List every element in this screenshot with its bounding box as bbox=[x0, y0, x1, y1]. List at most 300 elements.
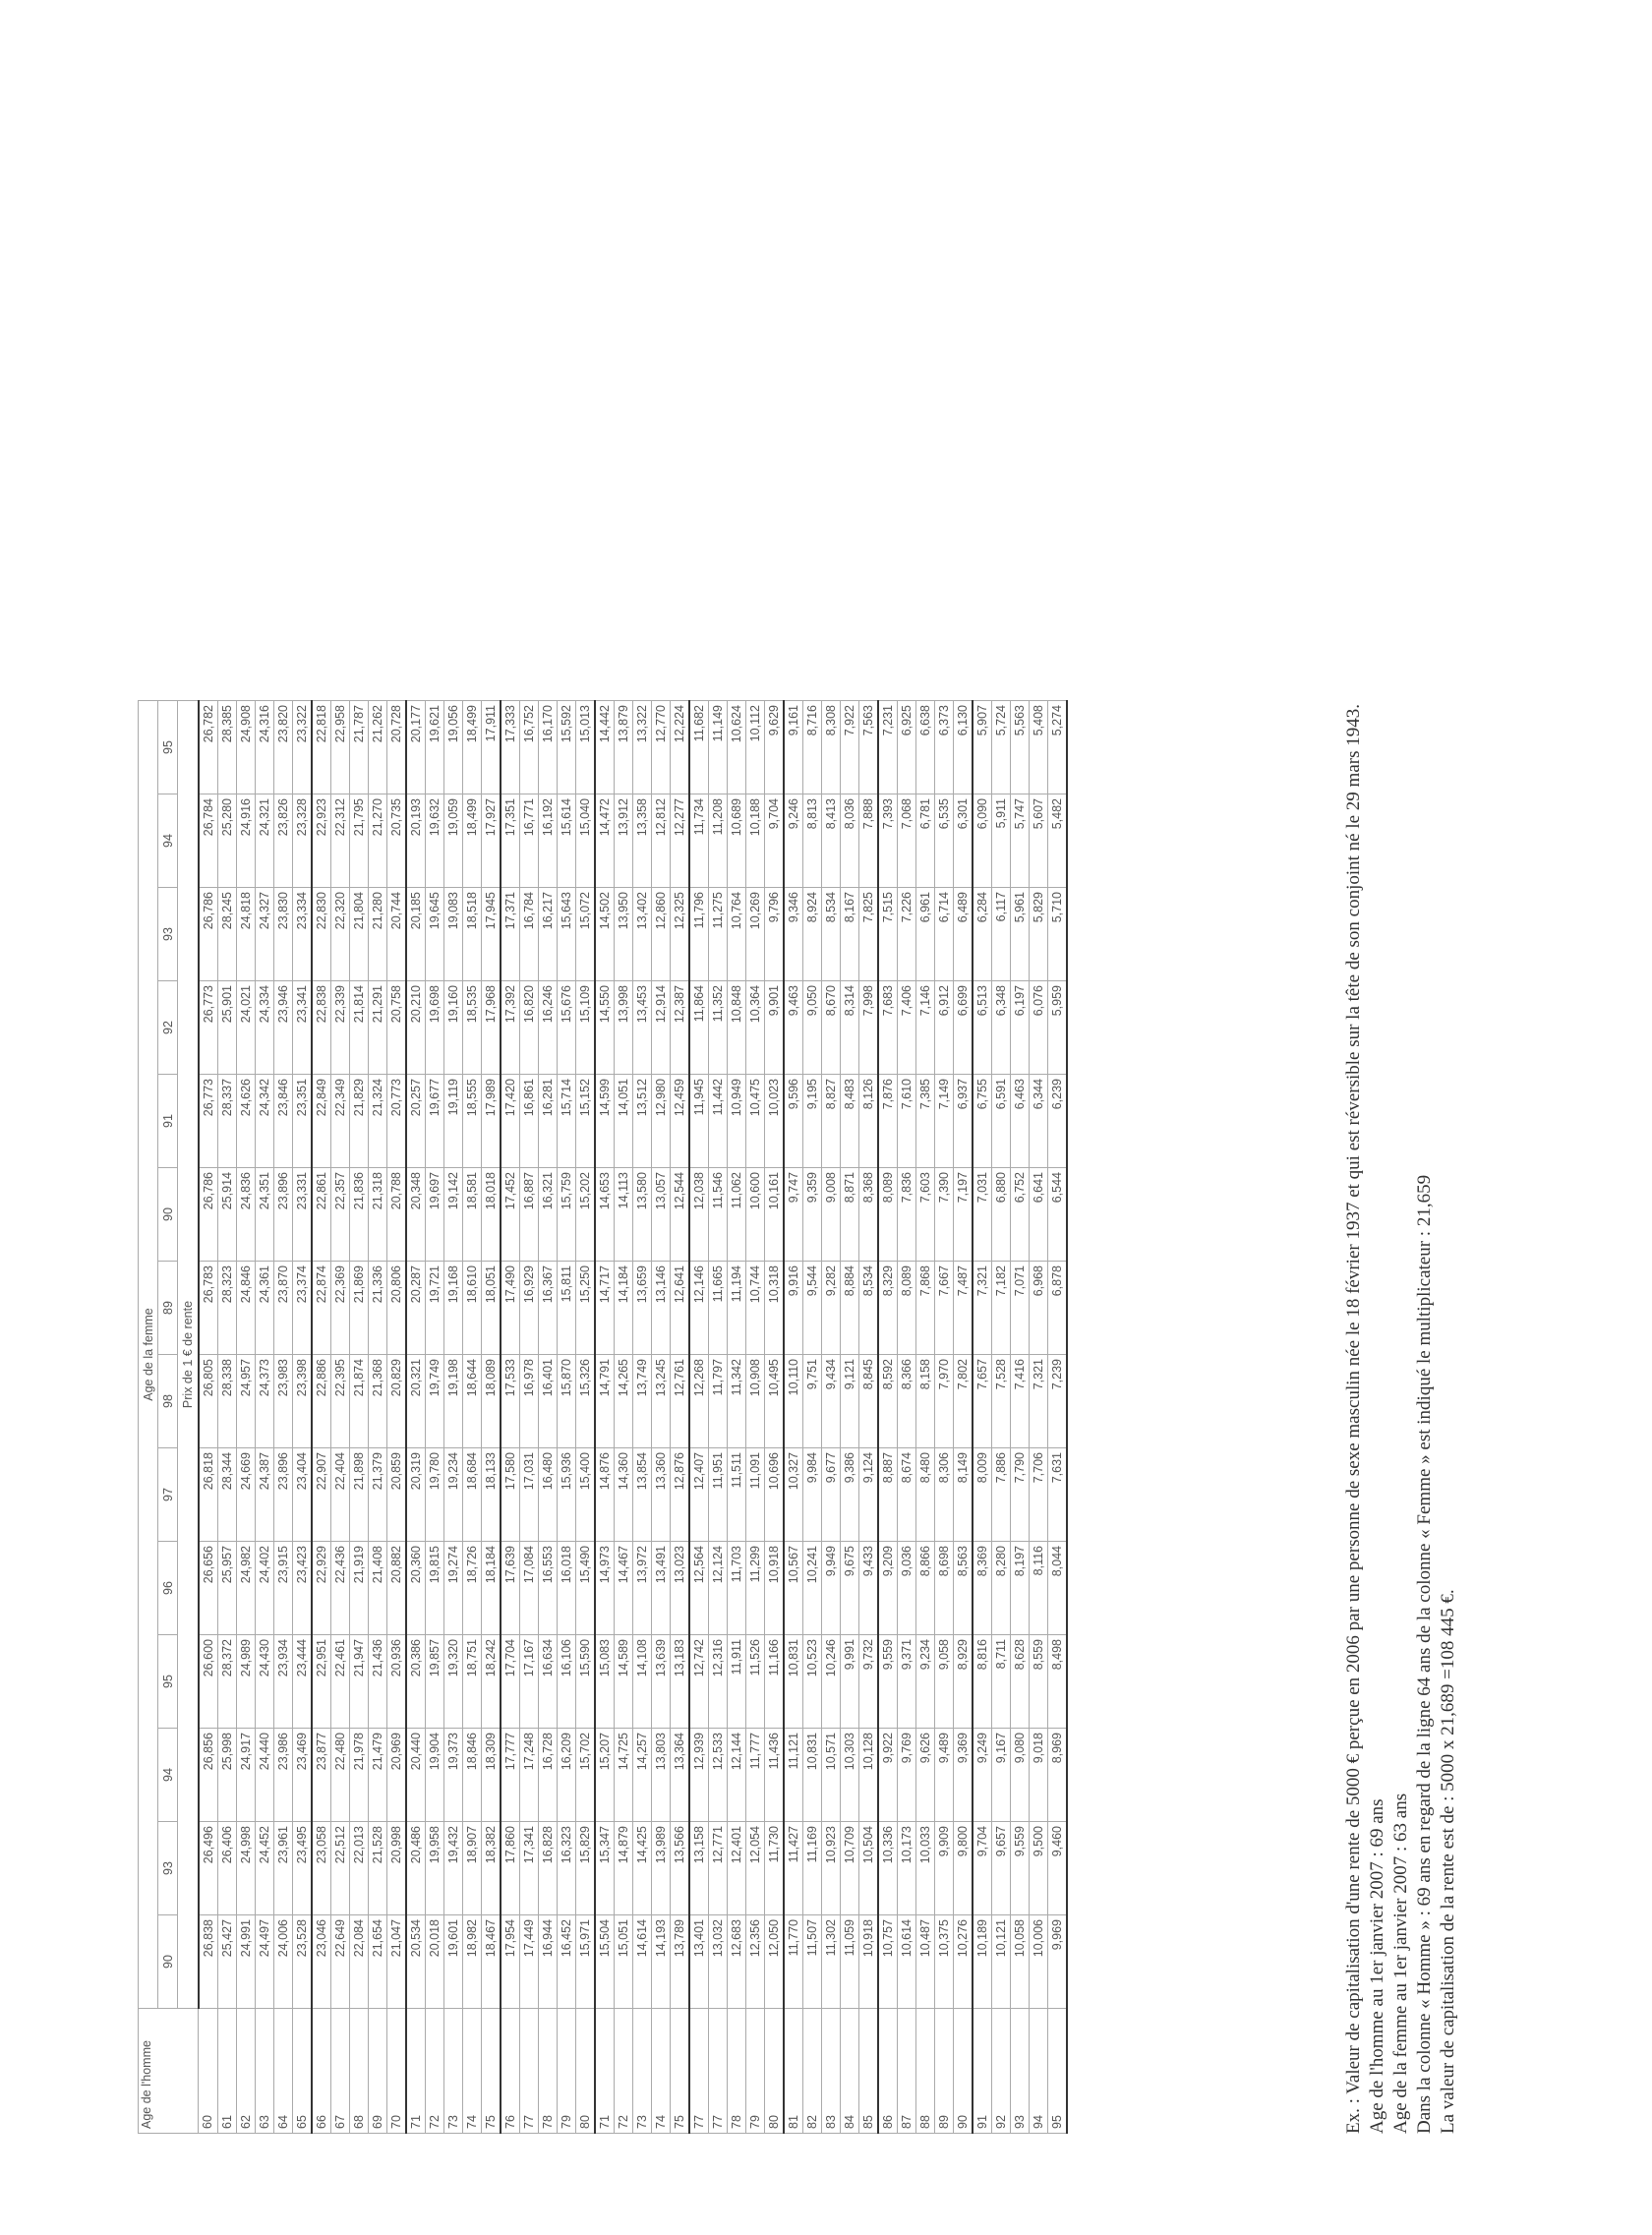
table-cell: 23,046 bbox=[312, 1915, 331, 2009]
table-cell: 8,413 bbox=[821, 794, 840, 888]
table-cell: 15,936 bbox=[557, 1448, 575, 1542]
table-cell: 8,009 bbox=[973, 1448, 992, 1542]
table-cell: 24,626 bbox=[236, 1075, 255, 1168]
table-cell: 16,861 bbox=[519, 1075, 538, 1168]
table-cell: 11,730 bbox=[764, 1822, 784, 1915]
table-cell: 20,177 bbox=[406, 701, 426, 794]
table-cell: 17,341 bbox=[519, 1822, 538, 1915]
table-cell: 18,726 bbox=[462, 1542, 481, 1635]
table-cell: 23,404 bbox=[292, 1448, 312, 1542]
table-cell: 12,544 bbox=[670, 1168, 689, 1262]
table-row bbox=[330, 701, 349, 2134]
table-cell: 10,918 bbox=[858, 1915, 878, 2009]
table-cell: 23,495 bbox=[292, 1822, 312, 1915]
table-cell: 22,349 bbox=[330, 1075, 349, 1168]
table-cell: 18,535 bbox=[462, 981, 481, 1075]
table-cell: 14,791 bbox=[595, 1355, 615, 1448]
table-cell: 22,312 bbox=[330, 794, 349, 888]
table-cell: 17,927 bbox=[481, 794, 501, 888]
table-cell: 7,876 bbox=[878, 1075, 898, 1168]
table-cell: 18,684 bbox=[462, 1448, 481, 1542]
table-cell: 22,958 bbox=[330, 701, 349, 794]
row-age: 79 bbox=[745, 2009, 764, 2134]
table-cell: 8,483 bbox=[840, 1075, 858, 1168]
table-cell: 15,250 bbox=[575, 1262, 595, 1355]
table-cell: 10,110 bbox=[784, 1355, 803, 1448]
table-cell: 22,838 bbox=[312, 981, 331, 1075]
table-cell: 10,112 bbox=[745, 701, 764, 794]
table-cell: 16,170 bbox=[538, 701, 557, 794]
table-cell: 14,725 bbox=[614, 1729, 632, 1822]
table-cell: 9,949 bbox=[821, 1542, 840, 1635]
table-cell: 13,566 bbox=[670, 1822, 689, 1915]
table-cell: 14,973 bbox=[595, 1542, 615, 1635]
table-cell: 9,433 bbox=[858, 1542, 878, 1635]
table-cell: 23,398 bbox=[292, 1355, 312, 1448]
table-cell: 13,401 bbox=[689, 1915, 709, 2009]
table-cell: 9,657 bbox=[991, 1822, 1010, 1915]
table-cell: 16,321 bbox=[538, 1168, 557, 1262]
table-cell: 11,059 bbox=[840, 1915, 858, 2009]
table-cell: 13,364 bbox=[670, 1729, 689, 1822]
table-cell: 10,058 bbox=[1010, 1915, 1029, 2009]
column-header: 94 bbox=[158, 794, 178, 888]
table-cell: 8,884 bbox=[840, 1262, 858, 1355]
table-cell: 25,427 bbox=[217, 1915, 236, 2009]
table-cell: 20,969 bbox=[386, 1729, 406, 1822]
table-cell: 11,427 bbox=[784, 1822, 803, 1915]
table-cell: 17,031 bbox=[519, 1448, 538, 1542]
row-age: 73 bbox=[443, 2009, 462, 2134]
table-cell: 7,825 bbox=[858, 888, 878, 981]
table-cell: 22,480 bbox=[330, 1729, 349, 1822]
table-cell: 6,348 bbox=[991, 981, 1010, 1075]
table-cell: 9,058 bbox=[934, 1635, 953, 1729]
table-cell: 15,109 bbox=[575, 981, 595, 1075]
table-cell: 26,786 bbox=[199, 888, 218, 981]
table-cell: 9,246 bbox=[784, 794, 803, 888]
table-cell: 6,284 bbox=[973, 888, 992, 981]
table-cell: 10,567 bbox=[784, 1542, 803, 1635]
table-row bbox=[991, 701, 1010, 2134]
table-cell: 13,322 bbox=[632, 701, 651, 794]
table-cell: 7,610 bbox=[897, 1075, 915, 1168]
row-age: 68 bbox=[349, 2009, 368, 2134]
table-cell: 8,871 bbox=[840, 1168, 858, 1262]
table-row bbox=[840, 701, 858, 2134]
row-age: 83 bbox=[821, 2009, 840, 2134]
table-cell: 7,657 bbox=[973, 1355, 992, 1448]
table-cell: 5,829 bbox=[1029, 888, 1047, 981]
table-cell: 13,659 bbox=[632, 1262, 651, 1355]
table-cell: 11,682 bbox=[689, 701, 709, 794]
table-cell: 19,780 bbox=[425, 1448, 443, 1542]
table-cell: 26,783 bbox=[199, 1262, 218, 1355]
table-cell: 8,197 bbox=[1010, 1542, 1029, 1635]
table-cell: 16,929 bbox=[519, 1262, 538, 1355]
table-cell: 11,342 bbox=[727, 1355, 745, 1448]
table-cell: 9,969 bbox=[1047, 1915, 1067, 2009]
table-cell: 17,860 bbox=[501, 1822, 520, 1915]
table-cell: 19,904 bbox=[425, 1729, 443, 1822]
table-cell: 9,544 bbox=[802, 1262, 821, 1355]
table-cell: 19,160 bbox=[443, 981, 462, 1075]
table-cell: 6,714 bbox=[934, 888, 953, 981]
table-cell: 16,217 bbox=[538, 888, 557, 981]
table-cell: 20,829 bbox=[386, 1355, 406, 1448]
table-cell: 21,874 bbox=[349, 1355, 368, 1448]
table-row bbox=[1047, 701, 1067, 2134]
table-cell: 6,489 bbox=[953, 888, 973, 981]
table-cell: 20,744 bbox=[386, 888, 406, 981]
table-cell: 22,907 bbox=[312, 1448, 331, 1542]
table-cell: 20,360 bbox=[406, 1542, 426, 1635]
column-header: 95 bbox=[158, 701, 178, 794]
row-age: 77 bbox=[689, 2009, 709, 2134]
table-cell: 5,959 bbox=[1047, 981, 1067, 1075]
table-cell: 15,714 bbox=[557, 1075, 575, 1168]
table-cell: 16,209 bbox=[557, 1729, 575, 1822]
table-body bbox=[199, 701, 1067, 2134]
table-cell: 23,934 bbox=[273, 1635, 292, 1729]
table-cell: 24,818 bbox=[236, 888, 255, 981]
table-cell: 11,299 bbox=[745, 1542, 764, 1635]
table-cell: 6,463 bbox=[1010, 1075, 1029, 1168]
table-cell: 24,836 bbox=[236, 1168, 255, 1262]
table-cell: 8,044 bbox=[1047, 1542, 1067, 1635]
table-cell: 6,937 bbox=[953, 1075, 973, 1168]
table-cell: 16,367 bbox=[538, 1262, 557, 1355]
table-cell: 19,119 bbox=[443, 1075, 462, 1168]
table-cell: 7,393 bbox=[878, 794, 898, 888]
table-row bbox=[821, 701, 840, 2134]
table-cell: 20,859 bbox=[386, 1448, 406, 1542]
table-cell: 9,922 bbox=[878, 1729, 898, 1822]
table-cell: 9,751 bbox=[802, 1355, 821, 1448]
table-cell: 18,610 bbox=[462, 1262, 481, 1355]
table-cell: 15,590 bbox=[575, 1635, 595, 1729]
table-cell: 8,592 bbox=[878, 1355, 898, 1448]
table-cell: 6,591 bbox=[991, 1075, 1010, 1168]
table-cell: 9,371 bbox=[897, 1635, 915, 1729]
table-cell: 21,528 bbox=[368, 1822, 386, 1915]
table-cell: 9,629 bbox=[764, 701, 784, 794]
table-cell: 19,697 bbox=[425, 1168, 443, 1262]
table-cell: 12,683 bbox=[727, 1915, 745, 2009]
table-cell: 16,828 bbox=[538, 1822, 557, 1915]
table-row bbox=[745, 701, 764, 2134]
table-cell: 21,280 bbox=[368, 888, 386, 981]
table-cell: 9,167 bbox=[991, 1729, 1010, 1822]
row-age: 95 bbox=[1047, 2009, 1067, 2134]
table-cell: 12,050 bbox=[764, 1915, 784, 2009]
table-cell: 7,321 bbox=[1029, 1355, 1047, 1448]
table-cell: 9,704 bbox=[973, 1822, 992, 1915]
table-cell: 7,970 bbox=[934, 1355, 953, 1448]
table-cell: 7,922 bbox=[840, 701, 858, 794]
table-cell: 6,912 bbox=[934, 981, 953, 1075]
table-row bbox=[481, 701, 501, 2134]
table-cell: 22,923 bbox=[312, 794, 331, 888]
table-cell: 10,831 bbox=[784, 1635, 803, 1729]
row-age: 77 bbox=[519, 2009, 538, 2134]
table-cell: 22,395 bbox=[330, 1355, 349, 1448]
table-row bbox=[595, 701, 615, 2134]
row-age: 80 bbox=[764, 2009, 784, 2134]
table-cell: 9,008 bbox=[821, 1168, 840, 1262]
table-cell: 13,360 bbox=[651, 1448, 670, 1542]
table-cell: 14,108 bbox=[632, 1635, 651, 1729]
table-cell: 28,337 bbox=[217, 1075, 236, 1168]
table-row bbox=[557, 701, 575, 2134]
table-cell: 9,282 bbox=[821, 1262, 840, 1355]
table-cell: 15,971 bbox=[575, 1915, 595, 2009]
table-cell: 20,440 bbox=[406, 1729, 426, 1822]
table-cell: 19,198 bbox=[443, 1355, 462, 1448]
column-header-row bbox=[158, 701, 178, 2134]
table-cell: 7,683 bbox=[878, 981, 898, 1075]
table-cell: 15,614 bbox=[557, 794, 575, 888]
table-cell: 9,195 bbox=[802, 1075, 821, 1168]
table-cell: 12,459 bbox=[670, 1075, 689, 1168]
table-cell: 10,624 bbox=[727, 701, 745, 794]
table-cell: 23,341 bbox=[292, 981, 312, 1075]
table-cell: 10,128 bbox=[858, 1729, 878, 1822]
table-cell: 28,323 bbox=[217, 1262, 236, 1355]
table-cell: 10,709 bbox=[840, 1822, 858, 1915]
table-row bbox=[501, 701, 520, 2134]
table-cell: 7,031 bbox=[973, 1168, 992, 1262]
table-cell: 11,796 bbox=[689, 888, 709, 981]
table-cell: 8,816 bbox=[973, 1635, 992, 1729]
table-cell: 8,126 bbox=[858, 1075, 878, 1168]
table-cell: 26,773 bbox=[199, 1075, 218, 1168]
row-age: 65 bbox=[292, 2009, 312, 2134]
table-cell: 12,277 bbox=[670, 794, 689, 888]
table-cell: 8,314 bbox=[840, 981, 858, 1075]
row-age: 80 bbox=[575, 2009, 595, 2134]
table-cell: 22,649 bbox=[330, 1915, 349, 2009]
table-cell: 19,601 bbox=[443, 1915, 462, 2009]
table-cell: 18,051 bbox=[481, 1262, 501, 1355]
table-cell: 7,998 bbox=[858, 981, 878, 1075]
table-cell: 23,961 bbox=[273, 1822, 292, 1915]
table-cell: 11,951 bbox=[708, 1448, 727, 1542]
table-cell: 26,818 bbox=[199, 1448, 218, 1542]
table-cell: 15,072 bbox=[575, 888, 595, 981]
table-cell: 12,224 bbox=[670, 701, 689, 794]
row-age: 67 bbox=[330, 2009, 349, 2134]
table-cell: 10,495 bbox=[764, 1355, 784, 1448]
table-cell: 26,838 bbox=[199, 1915, 218, 2009]
table-cell: 13,358 bbox=[632, 794, 651, 888]
table-cell: 26,856 bbox=[199, 1729, 218, 1822]
table-cell: 22,357 bbox=[330, 1168, 349, 1262]
table-cell: 21,898 bbox=[349, 1448, 368, 1542]
table-row bbox=[217, 701, 236, 2134]
table-cell: 10,276 bbox=[953, 1915, 973, 2009]
table-cell: 13,158 bbox=[689, 1822, 709, 1915]
table-cell: 7,802 bbox=[953, 1355, 973, 1448]
table-cell: 20,486 bbox=[406, 1822, 426, 1915]
table-cell: 11,507 bbox=[802, 1915, 821, 2009]
table-cell: 10,923 bbox=[821, 1822, 840, 1915]
table-cell: 26,496 bbox=[199, 1822, 218, 1915]
table-cell: 8,929 bbox=[953, 1635, 973, 1729]
table-cell: 17,084 bbox=[519, 1542, 538, 1635]
table-cell: 7,667 bbox=[934, 1262, 953, 1355]
table-cell: 20,758 bbox=[386, 981, 406, 1075]
table-cell: 18,242 bbox=[481, 1635, 501, 1729]
table-cell: 10,600 bbox=[745, 1168, 764, 1262]
footnote-line: Dans la colonne « Homme » : 69 ans en regard de la ligne 64 ans de la colonne « Femme » est indiqué le multiplicateur : 21,659 bbox=[1414, 1174, 1435, 2134]
table-cell: 9,434 bbox=[821, 1355, 840, 1448]
table-cell: 12,876 bbox=[670, 1448, 689, 1542]
table-cell: 8,167 bbox=[840, 888, 858, 981]
row-age: 76 bbox=[501, 2009, 520, 2134]
table-cell: 9,050 bbox=[802, 981, 821, 1075]
table-cell: 13,639 bbox=[651, 1635, 670, 1729]
table-cell: 20,193 bbox=[406, 794, 426, 888]
table-row bbox=[538, 701, 557, 2134]
table-cell: 9,209 bbox=[878, 1542, 898, 1635]
table-cell: 25,280 bbox=[217, 794, 236, 888]
table-cell: 13,749 bbox=[632, 1355, 651, 1448]
table-cell: 9,500 bbox=[1029, 1822, 1047, 1915]
table-cell: 24,373 bbox=[255, 1355, 273, 1448]
table-cell: 13,146 bbox=[651, 1262, 670, 1355]
row-age: 78 bbox=[538, 2009, 557, 2134]
table-row bbox=[199, 701, 218, 2134]
table-cell: 8,089 bbox=[878, 1168, 898, 1262]
table-cell: 23,896 bbox=[273, 1448, 292, 1542]
table-cell: 21,978 bbox=[349, 1729, 368, 1822]
table-cell: 11,091 bbox=[745, 1448, 764, 1542]
table-cell: 7,231 bbox=[878, 701, 898, 794]
table-cell: 6,641 bbox=[1029, 1168, 1047, 1262]
table-cell: 12,038 bbox=[689, 1168, 709, 1262]
table-cell: 19,815 bbox=[425, 1542, 443, 1635]
table-cell: 18,499 bbox=[462, 701, 481, 794]
table-cell: 17,452 bbox=[501, 1168, 520, 1262]
table-cell: 18,644 bbox=[462, 1355, 481, 1448]
table-cell: 17,639 bbox=[501, 1542, 520, 1635]
table-cell: 23,322 bbox=[292, 701, 312, 794]
table-cell: 21,479 bbox=[368, 1729, 386, 1822]
footnote-line: La valeur de capitalisation de la rente est de : 5000 x 21,689 =108 445 €. bbox=[1438, 1589, 1458, 2134]
table-cell: 20,728 bbox=[386, 701, 406, 794]
table-row bbox=[406, 701, 426, 2134]
table-cell: 14,425 bbox=[632, 1822, 651, 1915]
table-cell: 16,323 bbox=[557, 1822, 575, 1915]
table-cell: 8,563 bbox=[953, 1542, 973, 1635]
table-cell: 24,998 bbox=[236, 1822, 255, 1915]
table-cell: 9,909 bbox=[934, 1822, 953, 1915]
table-cell: 17,580 bbox=[501, 1448, 520, 1542]
table-cell: 9,359 bbox=[802, 1168, 821, 1262]
table-cell: 16,771 bbox=[519, 794, 538, 888]
table-cell: 22,830 bbox=[312, 888, 331, 981]
table-cell: 9,249 bbox=[973, 1729, 992, 1822]
table-cell: 26,656 bbox=[199, 1542, 218, 1635]
table-cell: 7,385 bbox=[915, 1075, 934, 1168]
table-cell: 10,375 bbox=[934, 1915, 953, 2009]
table-cell: 22,874 bbox=[312, 1262, 331, 1355]
table-cell: 16,728 bbox=[538, 1729, 557, 1822]
table-cell: 26,805 bbox=[199, 1355, 218, 1448]
table-cell: 11,777 bbox=[745, 1729, 764, 1822]
table-cell: 28,372 bbox=[217, 1635, 236, 1729]
table-cell: 17,968 bbox=[481, 981, 501, 1075]
table-cell: 21,654 bbox=[368, 1915, 386, 2009]
table-cell: 9,626 bbox=[915, 1729, 934, 1822]
table-cell: 12,356 bbox=[745, 1915, 764, 2009]
table-cell: 8,366 bbox=[897, 1355, 915, 1448]
table-cell: 15,759 bbox=[557, 1168, 575, 1262]
table-cell: 18,555 bbox=[462, 1075, 481, 1168]
table-cell: 7,515 bbox=[878, 888, 898, 981]
table-cell: 28,338 bbox=[217, 1355, 236, 1448]
table-cell: 25,998 bbox=[217, 1729, 236, 1822]
table-cell: 7,406 bbox=[897, 981, 915, 1075]
table-cell: 12,144 bbox=[727, 1729, 745, 1822]
table-cell: 10,757 bbox=[878, 1915, 898, 2009]
table-cell: 23,374 bbox=[292, 1262, 312, 1355]
table-cell: 7,182 bbox=[991, 1262, 1010, 1355]
table-cell: 7,197 bbox=[953, 1168, 973, 1262]
table-cell: 9,769 bbox=[897, 1729, 915, 1822]
table-cell: 23,058 bbox=[312, 1822, 331, 1915]
row-age: 75 bbox=[481, 2009, 501, 2134]
table-cell: 19,056 bbox=[443, 701, 462, 794]
row-age: 89 bbox=[934, 2009, 953, 2134]
table-cell: 12,268 bbox=[689, 1355, 709, 1448]
column-header: 95 bbox=[158, 1635, 178, 1729]
column-header: 94 bbox=[158, 1729, 178, 1822]
table-cell: 9,747 bbox=[784, 1168, 803, 1262]
footnote-line: Ex. : Valeur de capitalisation d'une rente de 5000 € perçue en 2006 par une personne de sexe masculin née le 18 février 1937 et qui est réversible sur la tête de son conjoint né le 29 mars 1943. bbox=[1343, 704, 1364, 2134]
table-row bbox=[878, 701, 898, 2134]
table-cell: 9,796 bbox=[764, 888, 784, 981]
table-cell: 24,430 bbox=[255, 1635, 273, 1729]
table-cell: 10,173 bbox=[897, 1822, 915, 1915]
table-cell: 20,788 bbox=[386, 1168, 406, 1262]
table-cell: 12,533 bbox=[708, 1729, 727, 1822]
table-cell: 13,183 bbox=[670, 1635, 689, 1729]
table-cell: 21,291 bbox=[368, 981, 386, 1075]
table-cell: 7,146 bbox=[915, 981, 934, 1075]
table-row bbox=[425, 701, 443, 2134]
table-cell: 24,342 bbox=[255, 1075, 273, 1168]
table-cell: 13,972 bbox=[632, 1542, 651, 1635]
row-age: 60 bbox=[199, 2009, 218, 2134]
table-cell: 22,339 bbox=[330, 981, 349, 1075]
table-cell: 9,080 bbox=[1010, 1729, 1029, 1822]
table-cell: 28,245 bbox=[217, 888, 236, 981]
table-cell: 9,901 bbox=[764, 981, 784, 1075]
table-row bbox=[915, 701, 934, 2134]
table-cell: 24,361 bbox=[255, 1262, 273, 1355]
table-cell: 6,638 bbox=[915, 701, 934, 794]
table-cell: 20,257 bbox=[406, 1075, 426, 1168]
table-cell: 6,117 bbox=[991, 888, 1010, 981]
table-cell: 10,949 bbox=[727, 1075, 745, 1168]
table-cell: 19,432 bbox=[443, 1822, 462, 1915]
table-cell: 8,813 bbox=[802, 794, 821, 888]
table-cell: 10,848 bbox=[727, 981, 745, 1075]
table-cell: 7,487 bbox=[953, 1262, 973, 1355]
table-cell: 14,257 bbox=[632, 1729, 651, 1822]
